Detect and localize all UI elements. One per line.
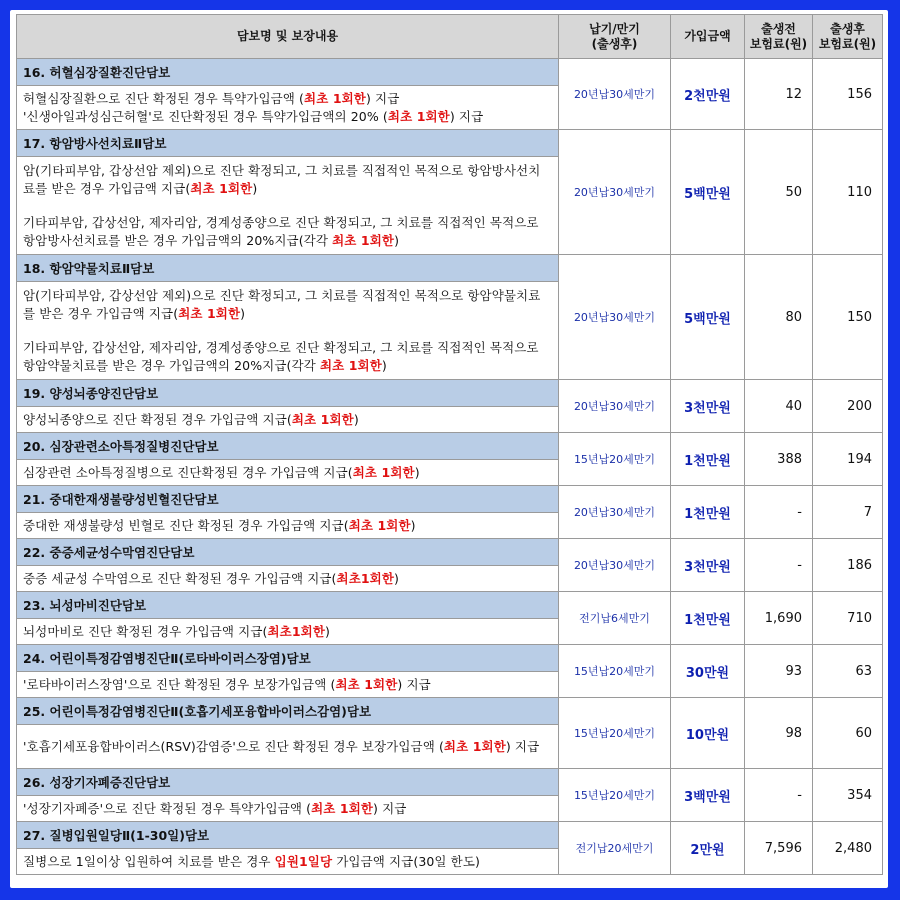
payment-period: 20년납30세만기	[559, 380, 671, 433]
payment-period: 15년납20세만기	[559, 769, 671, 822]
coverage-amount: 1천만원	[671, 592, 745, 645]
prebirth-premium: 98	[745, 698, 813, 769]
payment-period: 전기납6세만기	[559, 592, 671, 645]
coverage-description: 양성뇌종양으로 진단 확정된 경우 가입금액 지급(최초 1회한)	[17, 407, 559, 433]
postbirth-premium: 186	[813, 539, 883, 592]
coverage-description: '호흡기세포융합바이러스(RSV)감염증'으로 진단 확정된 경우 보장가입금액 (최초 1회한) 지급	[17, 725, 559, 769]
coverage-amount: 1천만원	[671, 433, 745, 486]
postbirth-premium: 2,480	[813, 822, 883, 875]
coverage-amount: 10만원	[671, 698, 745, 769]
coverage-amount: 5백만원	[671, 130, 745, 255]
prebirth-premium: 40	[745, 380, 813, 433]
coverage-title: 26. 성장기자폐증진단담보	[17, 769, 559, 796]
coverage-amount: 3백만원	[671, 769, 745, 822]
table-row	[17, 645, 883, 672]
payment-period: 15년납20세만기	[559, 645, 671, 698]
coverage-description: 암(기타피부암, 갑상선암 제외)으로 진단 확정되고, 그 치료를 직접적인 목적으로 항암방사선치료를 받은 경우 가입금액 지급(최초 1회한) 기타피부암, 갑상선암, 제자리암, 경계성종양으로 진단 확정되고, 그 치료를 직접적인 목적으로 항암방사선치료를 받은 경우 가입금액의 20%지급(각각 최초 1회한)	[17, 157, 559, 255]
header-coverage: 담보명 및 보장내용	[17, 15, 559, 59]
prebirth-premium: 7,596	[745, 822, 813, 875]
payment-period: 20년납30세만기	[559, 59, 671, 130]
prebirth-premium: -	[745, 539, 813, 592]
prebirth-premium: 93	[745, 645, 813, 698]
postbirth-premium: 710	[813, 592, 883, 645]
coverage-title: 16. 허혈심장질환진단담보	[17, 59, 559, 86]
payment-period: 20년납30세만기	[559, 255, 671, 380]
coverage-description: 중대한 재생불량성 빈혈로 진단 확정된 경우 가입금액 지급(최초 1회한)	[17, 513, 559, 539]
coverage-amount: 1천만원	[671, 486, 745, 539]
coverage-amount: 30만원	[671, 645, 745, 698]
prebirth-premium: 80	[745, 255, 813, 380]
table-row	[17, 130, 883, 157]
header-amount: 가입금액	[671, 15, 745, 59]
payment-period: 20년납30세만기	[559, 539, 671, 592]
coverage-title: 22. 중증세균성수막염진단담보	[17, 539, 559, 566]
coverage-description: 암(기타피부암, 갑상선암 제외)으로 진단 확정되고, 그 치료를 직접적인 목적으로 항암약물치료를 받은 경우 가입금액 지급(최초 1회한) 기타피부암, 갑상선암, 제자리암, 경계성종양으로 진단 확정되고, 그 치료를 직접적인 목적으로 항암약물치료를 받은 경우 가입금액의 20%지급(각각 최초 1회한)	[17, 282, 559, 380]
table-row	[17, 698, 883, 725]
coverage-description: '성장기자폐증'으로 진단 확정된 경우 특약가입금액 (최초 1회한) 지급	[17, 796, 559, 822]
prebirth-premium: 1,690	[745, 592, 813, 645]
coverage-title: 18. 항암약물치료Ⅱ담보	[17, 255, 559, 282]
table-row	[17, 59, 883, 86]
document-frame	[10, 10, 888, 888]
payment-period: 전기납20세만기	[559, 822, 671, 875]
postbirth-premium: 7	[813, 486, 883, 539]
coverage-amount: 2천만원	[671, 59, 745, 130]
coverage-amount: 5백만원	[671, 255, 745, 380]
coverage-description: 심장관련 소아특정질병으로 진단확정된 경우 가입금액 지급(최초 1회한)	[17, 460, 559, 486]
coverage-description: 허혈심장질환으로 진단 확정된 경우 특약가입금액 (최초 1회한) 지급 '신생아일과성심근허혈'로 진단확정된 경우 특약가입금액의 20% (최초 1회한) 지급	[17, 86, 559, 130]
header-period: 납기/만기 (출생후)	[559, 15, 671, 59]
postbirth-premium: 194	[813, 433, 883, 486]
prebirth-premium: -	[745, 769, 813, 822]
table-row	[17, 769, 883, 796]
postbirth-premium: 156	[813, 59, 883, 130]
coverage-title: 23. 뇌성마비진단담보	[17, 592, 559, 619]
prebirth-premium: 12	[745, 59, 813, 130]
coverage-description: 중증 세균성 수막염으로 진단 확정된 경우 가입금액 지급(최초1회한)	[17, 566, 559, 592]
table-row	[17, 486, 883, 513]
coverage-table	[16, 14, 883, 875]
coverage-amount: 3천만원	[671, 539, 745, 592]
table-row	[17, 539, 883, 566]
table-row	[17, 380, 883, 407]
prebirth-premium: 388	[745, 433, 813, 486]
table-row	[17, 592, 883, 619]
header-postbirth: 출생후 보험료(원)	[813, 15, 883, 59]
coverage-description: '로타바이러스장염'으로 진단 확정된 경우 보장가입금액 (최초 1회한) 지급	[17, 672, 559, 698]
header-prebirth: 출생전 보험료(원)	[745, 15, 813, 59]
postbirth-premium: 200	[813, 380, 883, 433]
payment-period: 15년납20세만기	[559, 698, 671, 769]
coverage-title: 27. 질병입원일당Ⅱ(1-30일)담보	[17, 822, 559, 849]
coverage-amount: 3천만원	[671, 380, 745, 433]
prebirth-premium: 50	[745, 130, 813, 255]
payment-period: 20년납30세만기	[559, 486, 671, 539]
coverage-title: 21. 중대한재생불량성빈혈진단담보	[17, 486, 559, 513]
coverage-title: 24. 어린이특정감염병진단Ⅱ(로타바이러스장염)담보	[17, 645, 559, 672]
coverage-description: 뇌성마비로 진단 확정된 경우 가입금액 지급(최초1회한)	[17, 619, 559, 645]
coverage-description: 질병으로 1일이상 입원하여 치료를 받은 경우 입원1일당 가입금액 지급(30일 한도)	[17, 849, 559, 875]
prebirth-premium: -	[745, 486, 813, 539]
coverage-title: 19. 양성뇌종양진단담보	[17, 380, 559, 407]
table-row	[17, 822, 883, 849]
postbirth-premium: 60	[813, 698, 883, 769]
payment-period: 15년납20세만기	[559, 433, 671, 486]
postbirth-premium: 63	[813, 645, 883, 698]
table-row	[17, 433, 883, 460]
coverage-title: 25. 어린이특정감염병진단Ⅱ(호흡기세포융합바이러스감염)담보	[17, 698, 559, 725]
coverage-title: 17. 항암방사선치료Ⅱ담보	[17, 130, 559, 157]
postbirth-premium: 150	[813, 255, 883, 380]
coverage-amount: 2만원	[671, 822, 745, 875]
header-row	[17, 15, 883, 59]
payment-period: 20년납30세만기	[559, 130, 671, 255]
postbirth-premium: 354	[813, 769, 883, 822]
postbirth-premium: 110	[813, 130, 883, 255]
coverage-title: 20. 심장관련소아특정질병진단담보	[17, 433, 559, 460]
table-row	[17, 255, 883, 282]
